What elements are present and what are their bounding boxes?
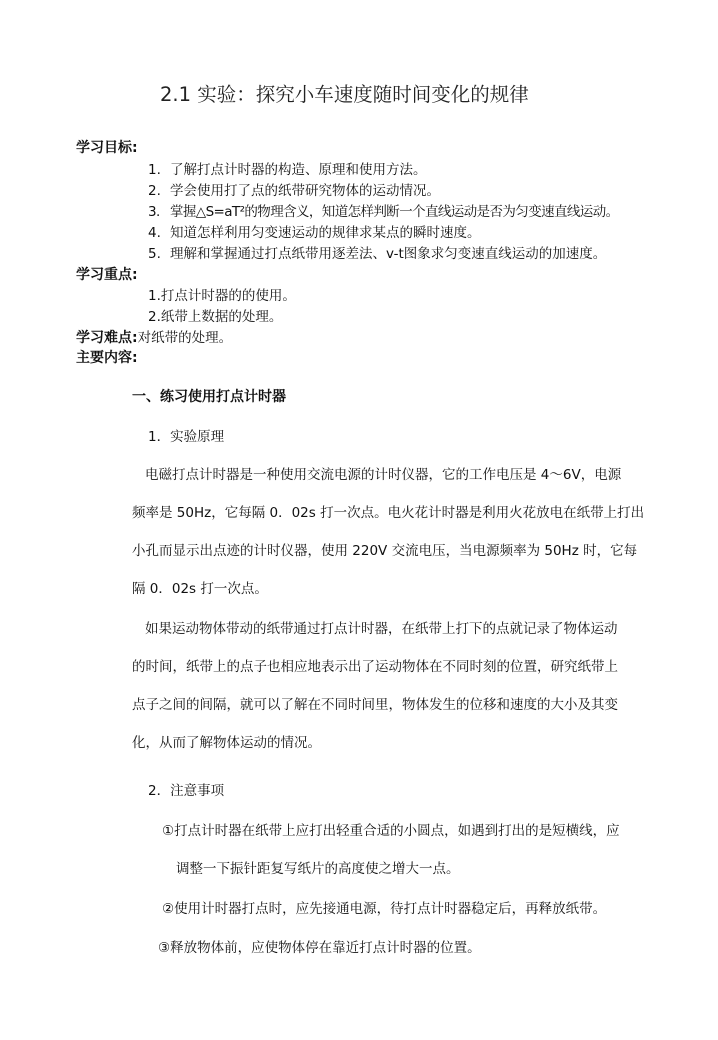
goal-text: 理解和掌握通过打点纸带用逐差法、v-t图象求匀变速直线运动的加速度。 <box>170 246 607 262</box>
difficulty-text: 对纸带的处理。 <box>137 330 233 346</box>
goal-item <box>148 224 481 242</box>
note-line: ①打点计时器在纸带上应打出轻重合适的小圆点，如遇到打出的是短横线，应 <box>162 823 620 839</box>
goal-number: 3. <box>148 204 160 220</box>
goal-number: 4. <box>148 225 161 241</box>
goal-text: 掌握△S=aT²的物理含义，知道怎样判断一个直线运动是否为匀变速直线运动。 <box>170 204 619 220</box>
subsection-heading: 2．注意事项 <box>148 783 225 799</box>
goal-number: 5. <box>148 246 161 262</box>
goals-heading: 学习目标: <box>76 140 138 156</box>
goal-item <box>148 161 427 179</box>
difficulty-heading: 学习难点: <box>76 330 138 346</box>
difficulty-line <box>76 329 232 347</box>
paragraph-line: 频率是 50Hz，它每隔 0．02s 打一次点。电火花计时器是利用火花放电在纸带上打出 <box>132 505 645 521</box>
goal-item <box>148 245 606 263</box>
goal-text: 知道怎样利用匀变速运动的规律求某点的瞬时速度。 <box>170 225 481 241</box>
goal-text: 了解打点计时器的构造、原理和使用方法。 <box>170 162 427 178</box>
note-line: ③释放物体前，应使物体停在靠近打点计时器的位置。 <box>158 940 481 956</box>
paragraph-line: 如果运动物体带动的纸带通过打点计时器，在纸带上打下的点就记录了物体运动 <box>145 621 618 637</box>
goal-number: 2. <box>148 183 161 199</box>
focus-item: 1.打点计时器的的使用。 <box>148 288 296 304</box>
focus-item: 2.纸带上数据的处理。 <box>148 309 283 325</box>
paragraph-line: 隔 0．02s 打一次点。 <box>132 581 268 597</box>
paragraph-line: 化，从而了解物体运动的情况。 <box>132 735 321 751</box>
goal-number: 1. <box>148 162 161 178</box>
goal-text: 学会使用打了点的纸带研究物体的运动情况。 <box>170 183 440 199</box>
note-line: ②使用计时器打点时，应先接通电源，待打点计时器稳定后，再释放纸带。 <box>162 901 607 917</box>
goal-item <box>148 182 440 200</box>
goal-item <box>148 203 619 221</box>
note-line: 调整一下振针距复写纸片的高度使之增大一点。 <box>176 861 460 877</box>
paragraph-line: 点子之间的间隔，就可以了解在不同时间里，物体发生的位移和速度的大小及其变 <box>132 697 618 713</box>
paragraph-line: 小孔而显示出点迹的计时仪器，使用 220V 交流电压，当电源频率为 50Hz 时，它每 <box>132 543 638 559</box>
paragraph-line: 的时间，纸带上的点子也相应地表示出了运动物体在不同时刻的位置，研究纸带上 <box>132 659 618 675</box>
subsection-heading: 1．实验原理 <box>148 429 225 445</box>
paragraph-line: 电磁打点计时器是一种使用交流电源的计时仪器，它的工作电压是 4～6V，电源 <box>145 467 622 483</box>
page-title: 2.1 实验：探究小车速度随时间变化的规律 <box>160 83 529 106</box>
content-heading: 主要内容: <box>76 350 138 366</box>
focus-heading: 学习重点: <box>76 267 138 283</box>
section-heading: 一、练习使用打点计时器 <box>132 389 286 405</box>
